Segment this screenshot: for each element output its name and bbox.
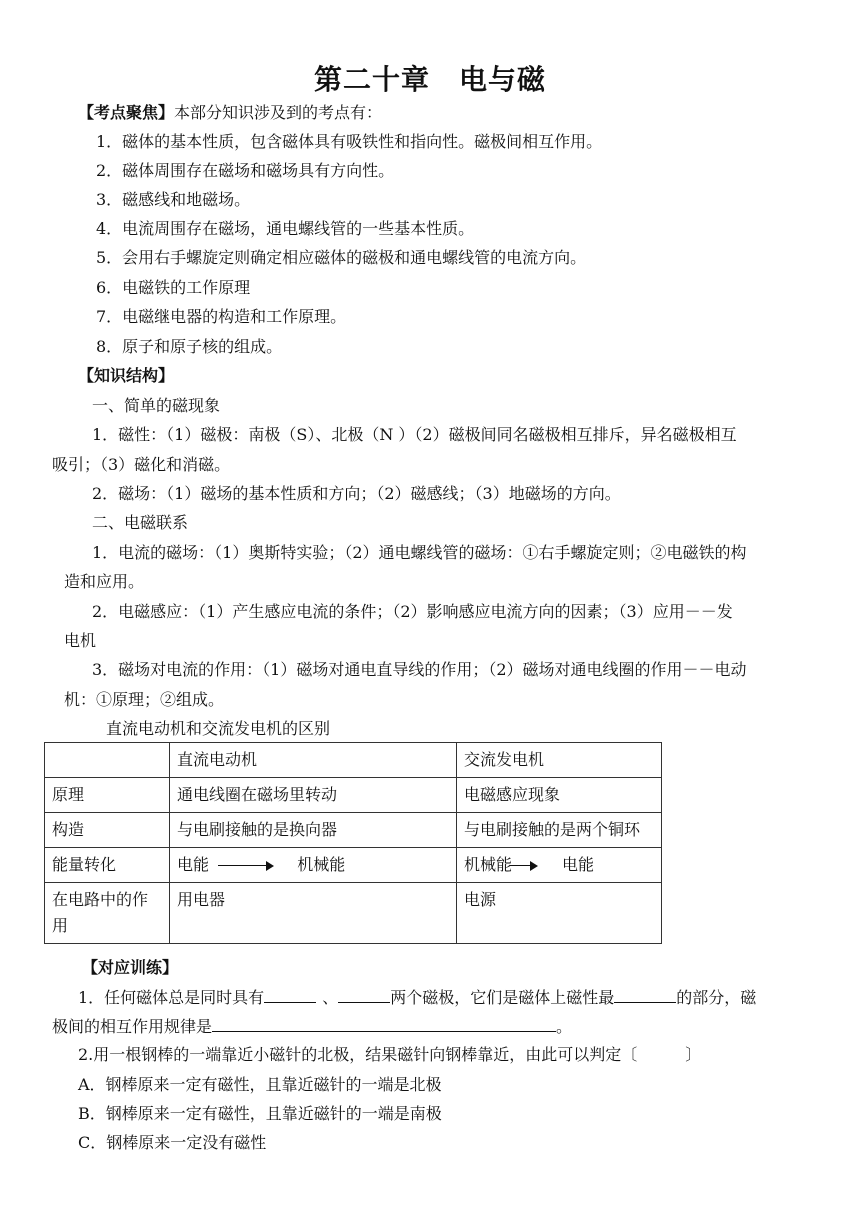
option-a: A．钢棒原来一定有磁性，且靠近磁针的一端是北极	[78, 1075, 442, 1094]
table-header-cell: 交流发电机	[457, 743, 662, 778]
table-cell: 构造	[45, 813, 170, 848]
energy-to: 机械能	[297, 855, 346, 874]
table-cell: 与电刷接触的是两个铜环	[457, 813, 662, 848]
table-cell: 用电器	[170, 883, 457, 944]
question-text: 两个磁极，它们是磁体上磁性最	[390, 988, 615, 1007]
comparison-table	[44, 742, 662, 944]
table-header-cell	[45, 743, 170, 778]
structure-heading: 【知识结构】	[78, 366, 175, 385]
table-row	[45, 813, 662, 848]
focus-item: 3．磁感线和地磁场。	[96, 190, 251, 209]
focus-item: 2．磁体周围存在磁场和磁场具有方向性。	[96, 161, 395, 180]
option-c: C．钢棒原来一定没有磁性	[78, 1133, 267, 1152]
table-cell: 在电路中的作用	[45, 883, 170, 944]
paragraph-line: 电机	[64, 631, 97, 650]
paragraph-line: 吸引；（3）磁化和消磁。	[52, 455, 231, 474]
table-cell: 通电线圈在磁场里转动	[170, 778, 457, 813]
paragraph-line: 机：①原理；②组成。	[64, 690, 225, 709]
focus-intro: 本部分知识涉及到的考点有：	[174, 103, 383, 122]
answer-blank[interactable]	[338, 986, 390, 1003]
energy-conversion-motor	[170, 848, 457, 883]
answer-blank[interactable]	[264, 986, 316, 1003]
table-row	[45, 883, 662, 944]
energy-conversion-generator	[457, 848, 662, 883]
focus-item: 7．电磁继电器的构造和工作原理。	[96, 307, 347, 326]
focus-heading: 【考点聚焦】	[78, 103, 175, 122]
paragraph-line: 1．磁性：（1）磁极：南极（S）、北极（N ）（2）磁极间同名磁极相互排斥，异名磁极相互	[92, 425, 737, 444]
question-text: 的部分，磁	[676, 988, 757, 1007]
right-arrow-icon	[218, 861, 274, 871]
table-header-cell: 直流电动机	[170, 743, 457, 778]
table-cell: 与电刷接触的是换向器	[170, 813, 457, 848]
table-cell: 原理	[45, 778, 170, 813]
answer-blank[interactable]	[212, 1015, 556, 1032]
table-caption: 直流电动机和交流发电机的区别	[106, 719, 331, 738]
paragraph-line: 3．磁场对电流的作用：（1）磁场对通电直导线的作用；（2）磁场对通电线圈的作用－－电动	[92, 660, 747, 679]
question-2: 2.用一根钢棒的一端靠近小磁针的北极，结果磁针向钢棒靠近，由此可以判定〔 〕	[78, 1045, 702, 1064]
focus-item: 1．磁体的基本性质，包含磁体具有吸铁性和指向性。磁极间相互作用。	[96, 132, 603, 151]
table-cell: 能量转化	[45, 848, 170, 883]
section-heading-1: 一、简单的磁现象	[92, 396, 221, 415]
question-text: 极间的相互作用规律是	[52, 1017, 213, 1036]
focus-intro-line	[78, 102, 382, 124]
table-cell: 电源	[457, 883, 662, 944]
table-row	[45, 778, 662, 813]
paragraph-line: 2．电磁感应：（1）产生感应电流的条件；（2）影响感应电流方向的因素；（3）应用－－发	[92, 602, 733, 621]
question-1-line-2	[52, 1015, 572, 1038]
focus-item: 6．电磁铁的工作原理	[96, 278, 251, 297]
paragraph-line: 1．电流的磁场：（1）奥斯特实验；（2）通电螺线管的磁场：①右手螺旋定则；②电磁铁的构	[92, 543, 747, 562]
energy-to: 电能	[562, 855, 595, 874]
energy-from: 电能	[177, 855, 210, 874]
practice-heading: 【对应训练】	[82, 958, 179, 977]
table-row-energy	[45, 848, 662, 883]
table-header-row	[45, 743, 662, 778]
table-cell: 电磁感应现象	[457, 778, 662, 813]
paragraph-line: 2．磁场：（1）磁场的基本性质和方向；（2）磁感线；（3）地磁场的方向。	[92, 484, 621, 503]
question-text: 1．任何磁体总是同时具有	[78, 988, 265, 1007]
answer-blank[interactable]	[614, 986, 676, 1003]
question-text: 、	[322, 988, 339, 1007]
option-b: B．钢棒原来一定有磁性，且靠近磁针的一端是南极	[78, 1104, 442, 1123]
section-heading-2: 二、电磁联系	[92, 513, 189, 532]
right-arrow-icon	[510, 861, 538, 871]
chapter-title: 第二十章 电与磁	[313, 63, 546, 96]
energy-from: 机械能	[464, 855, 513, 874]
paragraph-line: 造和应用。	[64, 572, 145, 591]
focus-item: 5．会用右手螺旋定则确定相应磁体的磁极和通电螺线管的电流方向。	[96, 248, 587, 267]
focus-item: 4．电流周围存在磁场，通电螺线管的一些基本性质。	[96, 219, 475, 238]
focus-item: 8．原子和原子核的组成。	[96, 337, 283, 356]
question-1-line-1	[78, 986, 756, 1009]
question-text: 。	[556, 1017, 573, 1036]
